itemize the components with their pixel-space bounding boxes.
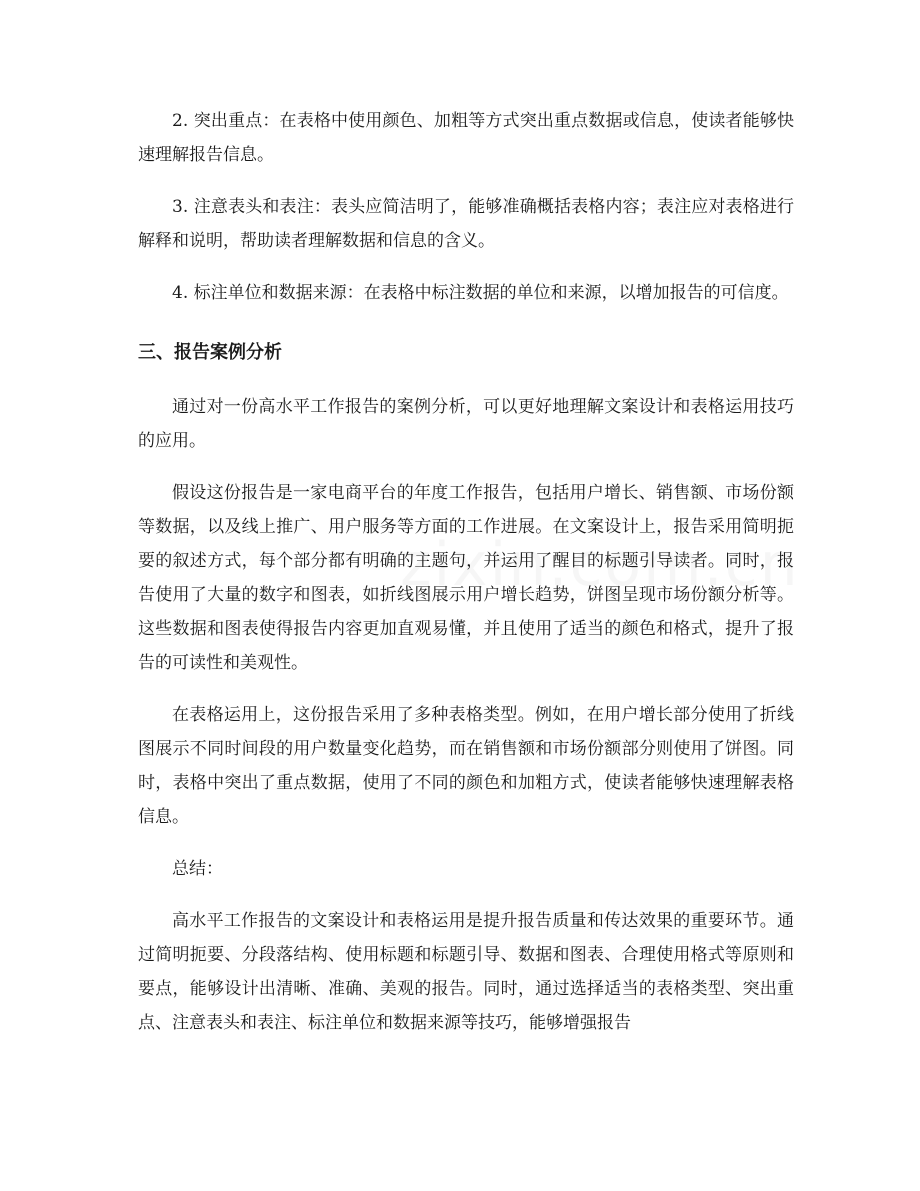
list-item-highlight: 2. 突出重点：在表格中使用颜色、加粗等方式突出重点数据或信息，使读者能够快速理解报告信息。	[138, 111, 794, 165]
section-heading: 三、报告案例分析	[138, 342, 282, 363]
paragraph-case-tables: 在表格运用上，这份报告采用了多种表格类型。例如，在用户增长部分使用了折线图展示不同时间段的用户数量变化趋势，而在销售额和市场份额部分则使用了饼图。同时，表格中突出了重点数据，使用了不同的颜色和加粗方式，使读者能够快速理解表格信息。	[138, 705, 794, 827]
paragraph-case-copywriting: 假设这份报告是一家电商平台的年度工作报告，包括用户增长、销售额、市场份额等数据，以及线上推广、用户服务等方面的工作进展。在文案设计上，报告采用简明扼要的叙述方式，每个部分都有明确的主题句，并运用了醒目的标题引导读者。同时，报告使用了大量的数字和图表，如折线图展示用户增长趋势，饼图呈现市场份额分析等。这些数据和图表使得报告内容更加直观易懂，并且使用了适当的颜色和格式，提升了报告的可读性和美观性。	[138, 483, 794, 673]
summary-label: 总结：	[172, 859, 223, 879]
list-item-headers-notes: 3. 注意表头和表注：表头应简洁明了，能够准确概括表格内容；表注应对表格进行解释和说明，帮助读者理解数据和信息的含义。	[138, 197, 794, 251]
list-item-units-sources: 4. 标注单位和数据来源：在表格中标注数据的单位和来源，以增加报告的可信度。	[172, 283, 789, 303]
paragraph-intro: 通过对一份高水平工作报告的案例分析，可以更好地理解文案设计和表格运用技巧的应用。	[138, 397, 794, 451]
summary-paragraph: 高水平工作报告的文案设计和表格运用是提升报告质量和传达效果的重要环节。通过简明扼要、分段落结构、使用标题和标题引导、数据和图表、合理使用格式等原则和要点，能够设计出清晰、准确、美观的报告。同时，通过选择适当的表格类型、突出重点、注意表头和表注、标注单位和数据来源等技巧，能够增强报告	[138, 911, 794, 1033]
document-body	[138, 104, 794, 1040]
